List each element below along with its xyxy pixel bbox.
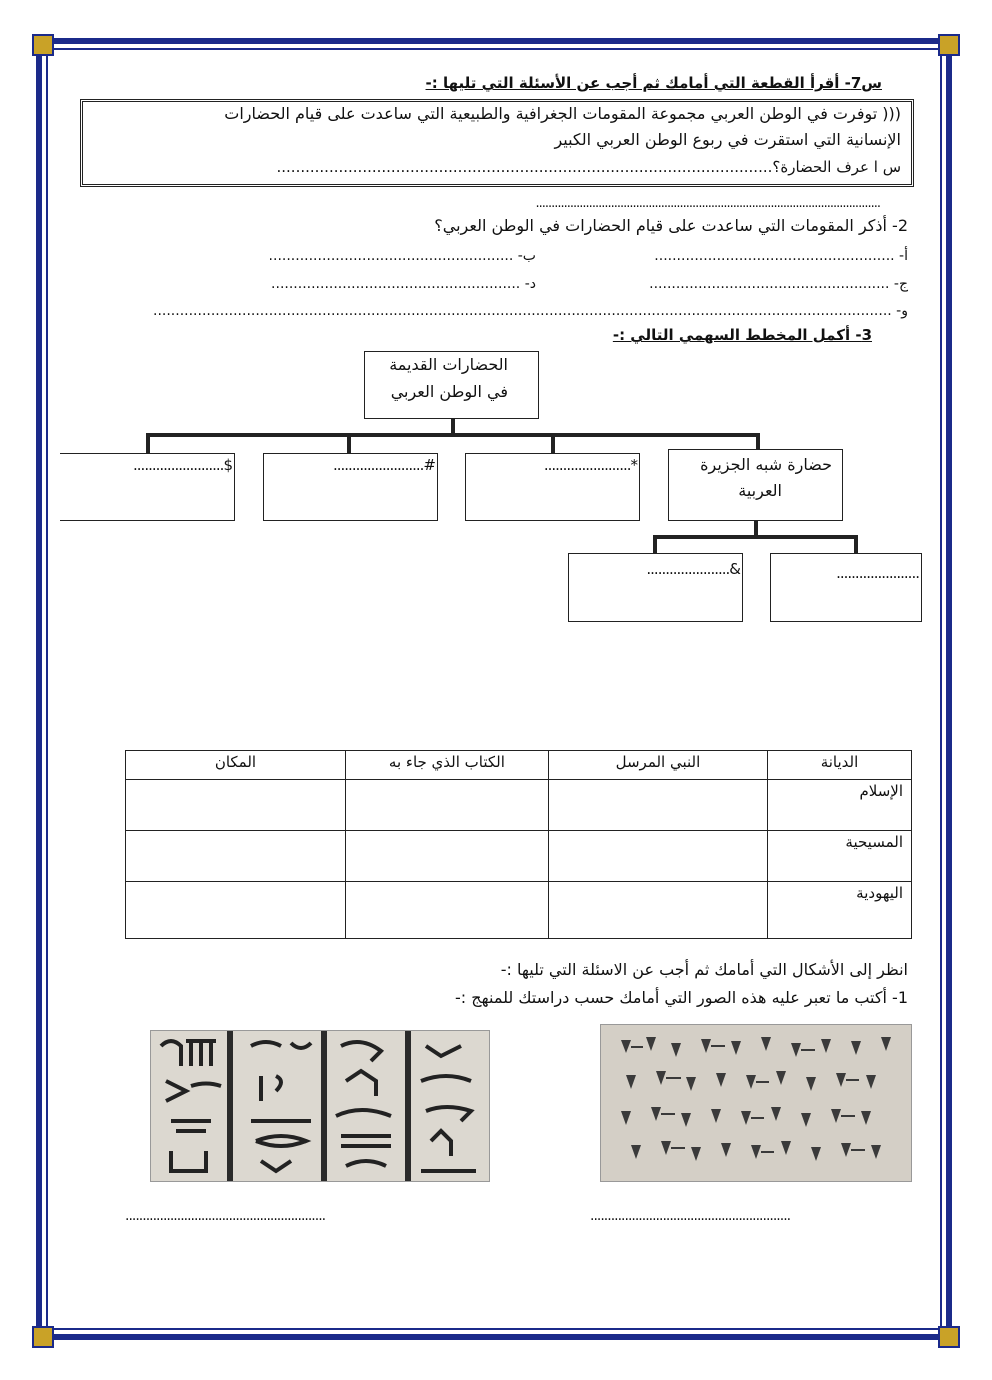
diagram-root-line1: الحضارات القديمة <box>389 355 508 374</box>
answer-c: ج- ...................................................... <box>649 276 908 292</box>
diagram-sub-box-1 <box>568 553 743 622</box>
table-cell <box>548 882 767 939</box>
table-row <box>126 882 912 939</box>
table-row <box>126 780 912 831</box>
table-header-book: الكتاب الذي جاء به <box>345 751 548 780</box>
diagram-sub1-text: &...................... <box>646 560 740 578</box>
diagram-box4-text: $........................ <box>133 456 232 474</box>
table-cell <box>126 831 346 882</box>
table-cell <box>345 780 548 831</box>
answer-line-right: .......................................................... <box>590 1208 791 1224</box>
diagram-box1-line2: العربية <box>738 481 782 500</box>
diagram-sub-box-2 <box>770 553 922 622</box>
diagram-connector <box>347 433 351 453</box>
diagram-sub2-text: ...................... <box>836 564 919 582</box>
table-header-row <box>126 751 912 780</box>
diagram-connector <box>653 535 657 555</box>
hieroglyphics-drawing <box>151 1031 489 1181</box>
images-intro: انظر إلى الأشكال التي أمامك ثم أجب عن الاسئلة التي تليها :- <box>500 960 908 979</box>
answer-a: أ- ...................................................... <box>654 248 908 264</box>
diagram-root-line2: في الوطن العربي <box>390 382 508 401</box>
cuneiform-drawing <box>601 1025 911 1181</box>
passage-line2: الإنسانية التي استقرت في ربوع الوطن العربي الكبير <box>554 130 901 149</box>
table-cell-religion: اليهودية <box>768 882 912 939</box>
answer-e: و- ...................................................................................................................................................................... <box>153 303 908 319</box>
border-corner-ornament <box>32 1326 54 1348</box>
table-cell <box>548 831 767 882</box>
diagram-box-arabian-peninsula <box>668 449 843 521</box>
answer-dots-line: .............................................................................................................. <box>535 196 880 211</box>
diagram-box-blank-3 <box>263 453 438 521</box>
table-cell <box>126 882 346 939</box>
diagram-title: 3- أكمل المخطط السهمي التالي :- <box>612 326 872 344</box>
table-header-prophet: النبي المرسل <box>548 751 767 780</box>
diagram-connector <box>146 433 150 453</box>
hieroglyphics-image <box>150 1030 490 1182</box>
diagram-box2-text: *....................... <box>543 456 637 474</box>
answer-b: ب- ....................................................... <box>268 248 536 264</box>
table-header-religion: الديانة <box>768 751 912 780</box>
diagram-box-blank-4 <box>60 453 235 521</box>
table-row <box>126 831 912 882</box>
diagram-root-box <box>364 351 539 419</box>
table-cell-religion: الإسلام <box>768 780 912 831</box>
cuneiform-tablet-image <box>600 1024 912 1182</box>
question2-prompt: 2- أذكر المقومات التي ساعدت على قيام الحضارات في الوطن العربي؟ <box>434 216 908 235</box>
diagram-box-blank-2 <box>465 453 640 521</box>
images-question: 1- أكتب ما تعبر عليه هذه الصور التي أمامك حسب دراستك للمنهج :- <box>455 988 908 1007</box>
answer-d: د- ........................................................ <box>271 276 536 292</box>
border-corner-ornament <box>938 34 960 56</box>
question7-title: س7- أقرأ القطعة التي أمامك ثم أجب عن الأسئلة التي تليها :- <box>425 74 882 92</box>
passage-box <box>80 99 914 187</box>
table-cell <box>345 882 548 939</box>
answer-line-left: .......................................................... <box>125 1208 326 1224</box>
diagram-connector <box>653 535 858 539</box>
diagram-box1-line1: حضارة شبه الجزيرة <box>700 455 832 474</box>
table-cell-religion: المسيحية <box>768 831 912 882</box>
table-cell <box>548 780 767 831</box>
border-corner-ornament <box>32 34 54 56</box>
question-define-civilization: س ا عرف الحضارة؟........................................................................................................ <box>276 158 901 176</box>
table-cell <box>126 780 346 831</box>
diagram-connector <box>551 433 555 453</box>
border-corner-ornament <box>938 1326 960 1348</box>
diagram-connector <box>146 433 760 437</box>
table-cell <box>345 831 548 882</box>
passage-line1: ((( توفرت في الوطن العربي مجموعة المقومات الجغرافية والطبيعية التي ساعدت على قيام الحضارات <box>224 104 901 123</box>
diagram-connector <box>854 535 858 555</box>
diagram-box3-text: #........................ <box>332 456 435 474</box>
religions-table <box>125 750 912 939</box>
table-header-place: المكان <box>126 751 346 780</box>
